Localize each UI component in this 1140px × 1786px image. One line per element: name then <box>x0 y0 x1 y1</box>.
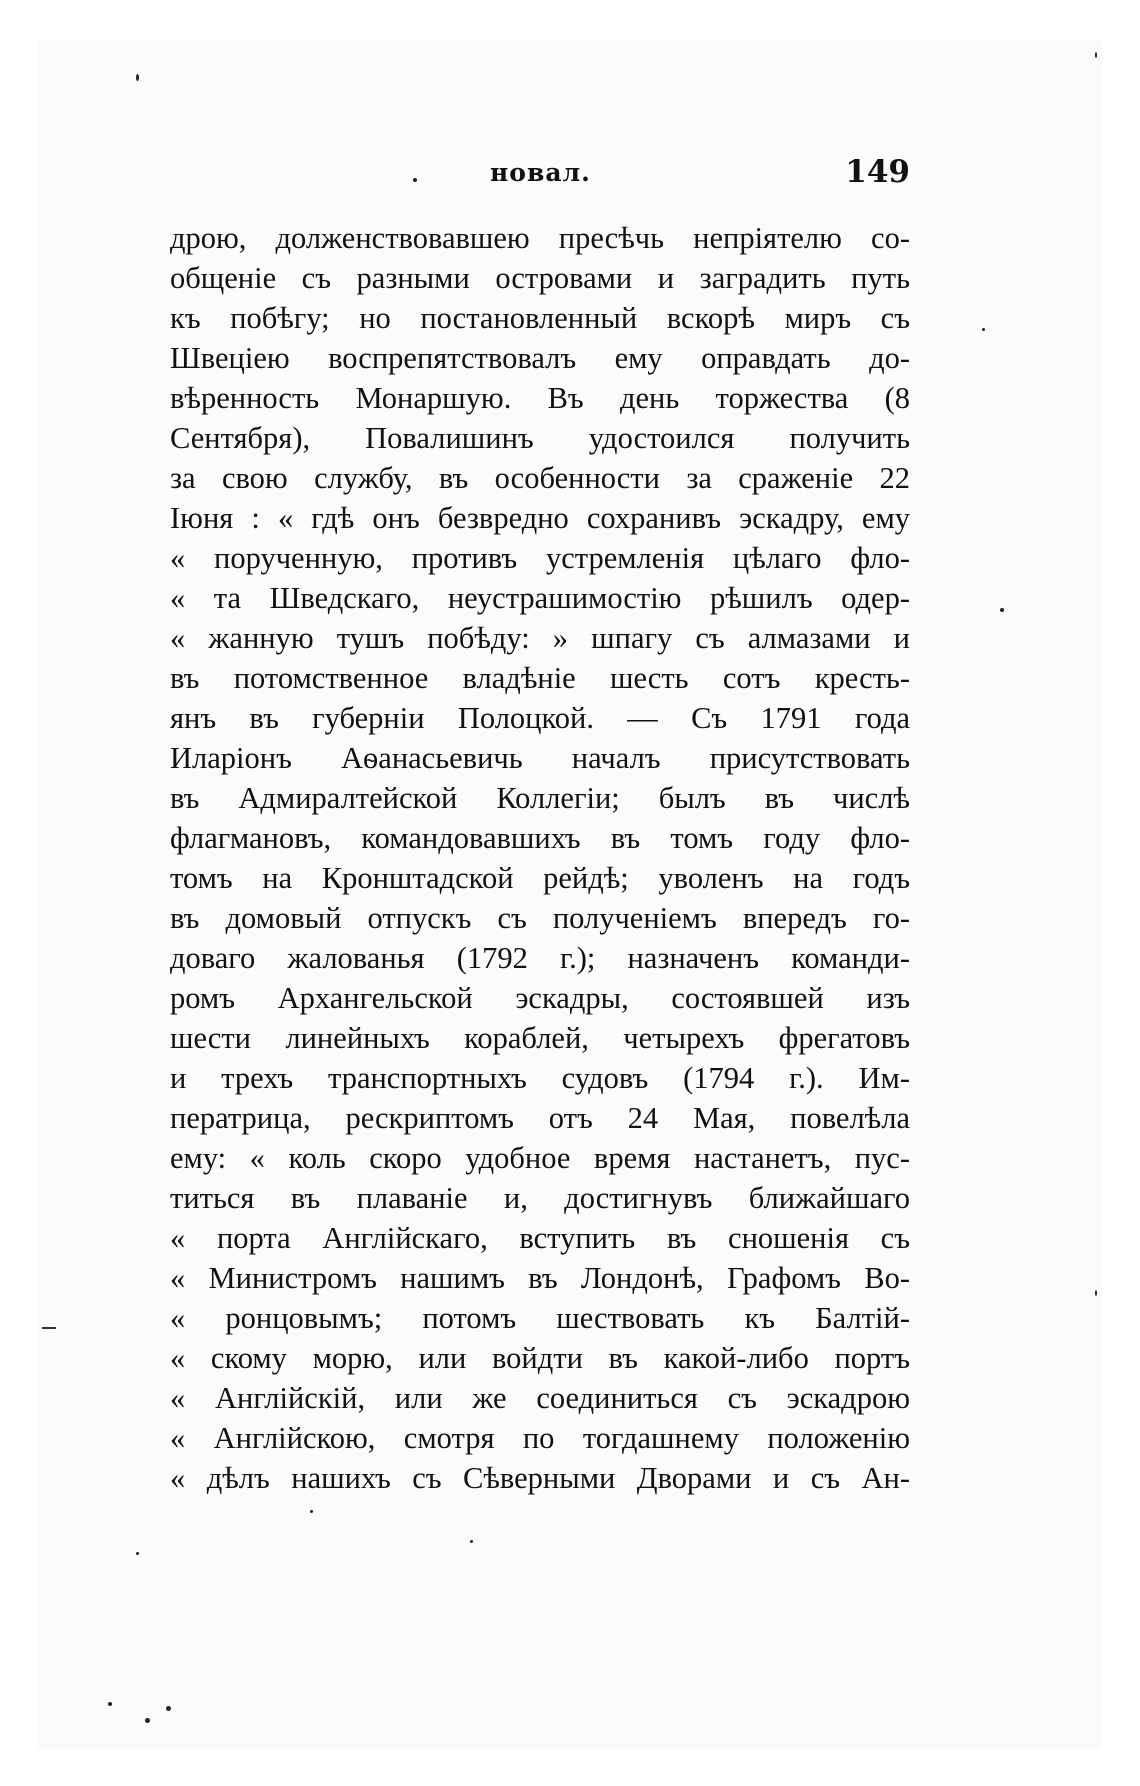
scan-speck <box>145 1718 150 1723</box>
text-line: общеніе съ разными островами и заградить путь <box>170 261 910 295</box>
text-line: титься въ плаваніе и, достигнувъ ближайшаго <box>170 1181 910 1215</box>
text-line: дрою, долженствовавшею пресѣчь непріятелю со- <box>170 221 910 255</box>
scan-speck <box>108 1702 112 1706</box>
text-line: томъ на Кронштадской рейдѣ; уволенъ на годъ <box>170 861 910 895</box>
text-line: « Министромъ нашимъ въ Лондонѣ, Графомъ Во- <box>170 1261 910 1295</box>
text-line: Швеціею воспрепятствовалъ ему оправдать до- <box>170 341 910 375</box>
scan-mark <box>42 1327 56 1329</box>
text-line: шести линейныхъ кораблей, четырехъ фрегатовъ <box>170 1021 910 1055</box>
scan-speck <box>982 328 985 331</box>
scan-speck <box>413 178 417 182</box>
text-line: Иларіонъ Аѳанасьевичь началъ присутствовать <box>170 741 910 775</box>
scan-speck <box>470 1540 473 1543</box>
scan-speck <box>1095 1290 1097 1296</box>
running-head: новал. <box>490 158 591 187</box>
text-line: ему: « коль скоро удобное время настанетъ, пус- <box>170 1141 910 1175</box>
text-line: « дѣлъ нашихъ съ Сѣверными Дворами и съ Ан- <box>170 1461 910 1495</box>
scan-speck <box>136 74 139 81</box>
text-line: « скому морю, или войдти въ какой-либо портъ <box>170 1341 910 1375</box>
text-line: « жанную тушъ побѣду: » шпагу съ алмазами и <box>170 621 910 655</box>
text-line: Сентября), Повалишинъ удостоился получить <box>170 421 910 455</box>
text-line: янъ въ губерніи Полоцкой. — Съ 1791 года <box>170 701 910 735</box>
text-line: ромъ Архангельской эскадры, состоявшей изъ <box>170 981 910 1015</box>
text-line: и трехъ транспортныхъ судовъ (1794 г.). Им- <box>170 1061 910 1095</box>
scan-speck <box>1000 608 1004 612</box>
text-line: « ронцовымъ; потомъ шествовать къ Балтій- <box>170 1301 910 1335</box>
text-line: вѣренность Монаршую. Въ день торжества (8 <box>170 381 910 415</box>
scan-speck <box>310 1510 313 1513</box>
text-line: « Англійскою, смотря по тогдашнему положенію <box>170 1421 910 1455</box>
scan-speck <box>1095 52 1097 58</box>
text-line: въ Адмиралтейской Коллегіи; былъ въ числѣ <box>170 781 910 815</box>
text-line: « Англійскій, или же соединиться съ эскадрою <box>170 1381 910 1415</box>
text-line: « порта Англійскаго, вступить въ сношенія съ <box>170 1221 910 1255</box>
text-line: въ потомственное владѣніе шесть сотъ кресть- <box>170 661 910 695</box>
text-line: « порученную, противъ устремленія цѣлаго фло- <box>170 541 910 575</box>
text-line: флагмановъ, командовавшихъ въ томъ году фло- <box>170 821 910 855</box>
page-number: 149 <box>845 154 910 190</box>
text-line: за свою службу, въ особенности за сраженіе 22 <box>170 461 910 495</box>
scan-speck <box>166 1706 171 1711</box>
page-header <box>170 154 910 198</box>
body-text <box>170 218 910 1498</box>
text-line: « та Шведскаго, неустрашимостію рѣшилъ одер- <box>170 581 910 615</box>
text-line: ператрица, рескриптомъ отъ 24 Мая, повелѣла <box>170 1101 910 1135</box>
scan-speck <box>136 1552 139 1555</box>
text-line: доваго жалованья (1792 г.); назначенъ команди- <box>170 941 910 975</box>
text-line: къ побѣгу; но постановленный вскорѣ миръ съ <box>170 301 910 335</box>
text-line: въ домовый отпускъ съ полученіемъ впередъ го- <box>170 901 910 935</box>
text-line: Іюня : « гдѣ онъ безвредно сохранивъ эскадру, ему <box>170 501 910 535</box>
